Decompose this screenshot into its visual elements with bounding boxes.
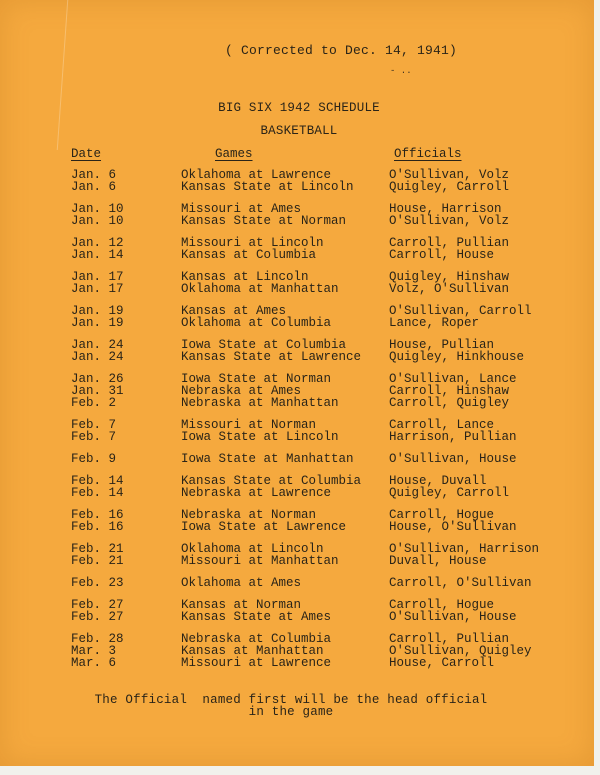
schedule-row — [0, 487, 594, 499]
game-officials: Lance, Roper — [389, 316, 480, 330]
game-matchup: Kansas State at Lawrence — [181, 350, 362, 364]
game-matchup: Oklahoma at Lawrence — [181, 168, 332, 182]
game-matchup: Nebraska at Ames — [181, 384, 302, 398]
footnote-line-1: The Official named first will be the head official — [94, 693, 488, 707]
game-officials: Carroll, Hogue — [389, 598, 495, 612]
game-matchup: Kansas at Manhattan — [181, 644, 324, 658]
game-matchup: Oklahoma at Lincoln — [181, 542, 324, 556]
game-officials: Harrison, Pullian — [389, 430, 517, 444]
game-officials: House, Carroll — [389, 656, 495, 670]
schedule-row — [0, 453, 594, 465]
schedule-row — [0, 657, 594, 669]
game-date: Jan. 10 — [71, 214, 124, 228]
schedule-group — [0, 339, 594, 363]
game-date: Feb. 28 — [71, 632, 124, 646]
game-officials: O'Sullivan, House — [389, 610, 517, 624]
game-date: Feb. 9 — [71, 452, 117, 466]
schedule-subtitle: BASKETBALL — [260, 124, 338, 138]
game-matchup: Kansas at Lincoln — [181, 270, 309, 284]
game-date: Feb. 23 — [71, 576, 124, 590]
game-date: Feb. 16 — [71, 520, 124, 534]
schedule-group — [0, 509, 594, 533]
schedule-group — [0, 237, 594, 261]
game-date: Feb. 16 — [71, 508, 124, 522]
game-matchup: Kansas at Norman — [181, 598, 302, 612]
game-matchup: Kansas State at Ames — [181, 610, 332, 624]
game-date: Feb. 27 — [71, 598, 124, 612]
schedule-row — [0, 521, 594, 533]
game-officials: Quigley, Hinkhouse — [389, 350, 525, 364]
game-matchup: Nebraska at Norman — [181, 508, 317, 522]
game-officials: Carroll, Hogue — [389, 508, 495, 522]
game-date: Feb. 27 — [71, 610, 124, 624]
game-matchup: Missouri at Lincoln — [181, 236, 324, 250]
game-officials: O'Sullivan, Quigley — [389, 644, 532, 658]
schedule-table — [0, 169, 594, 679]
game-date: Jan. 14 — [71, 248, 124, 262]
schedule-row — [0, 181, 594, 193]
game-matchup: Iowa State at Norman — [181, 372, 332, 386]
game-matchup: Missouri at Lawrence — [181, 656, 332, 670]
game-officials: Carroll, House — [389, 248, 495, 262]
schedule-group — [0, 633, 594, 669]
corrected-note: ( Corrected to Dec. 14, 1941) — [224, 43, 458, 58]
game-date: Jan. 17 — [71, 270, 124, 284]
game-officials: Quigley, Carroll — [389, 180, 510, 194]
game-officials: O'Sullivan, House — [389, 452, 517, 466]
game-date: Jan. 31 — [71, 384, 124, 398]
game-date: Jan. 17 — [71, 282, 124, 296]
header-officials: Officials — [394, 147, 462, 161]
game-date: Jan. 12 — [71, 236, 124, 250]
schedule-row — [0, 611, 594, 623]
schedule-group — [0, 203, 594, 227]
schedule-group — [0, 453, 594, 465]
game-officials: O'Sullivan, Lance — [389, 372, 517, 386]
game-officials: Carroll, O'Sullivan — [389, 576, 532, 590]
ink-specks: - .. — [390, 66, 412, 76]
game-date: Mar. 3 — [71, 644, 117, 658]
schedule-title: BIG SIX 1942 SCHEDULE — [218, 101, 380, 115]
game-officials: Carroll, Pullian — [389, 632, 510, 646]
schedule-row — [0, 555, 594, 567]
game-officials: O'Sullivan, Volz — [389, 214, 510, 228]
schedule-row — [0, 283, 594, 295]
schedule-group — [0, 169, 594, 193]
game-matchup: Missouri at Ames — [181, 202, 302, 216]
game-officials: House, Pullian — [389, 338, 495, 352]
game-matchup: Missouri at Norman — [181, 418, 317, 432]
game-matchup: Iowa State at Lawrence — [181, 520, 347, 534]
game-date: Feb. 21 — [71, 542, 124, 556]
game-matchup: Oklahoma at Manhattan — [181, 282, 339, 296]
schedule-group — [0, 271, 594, 295]
game-matchup: Iowa State at Columbia — [181, 338, 347, 352]
game-officials: House, Duvall — [389, 474, 487, 488]
game-date: Mar. 6 — [71, 656, 117, 670]
game-date: Jan. 6 — [71, 168, 117, 182]
game-officials: Duvall, House — [389, 554, 487, 568]
game-matchup: Iowa State at Lincoln — [181, 430, 339, 444]
game-date: Jan. 6 — [71, 180, 117, 194]
schedule-row — [0, 249, 594, 261]
game-date: Feb. 21 — [71, 554, 124, 568]
header-games: Games — [215, 147, 253, 161]
game-date: Jan. 26 — [71, 372, 124, 386]
game-matchup: Kansas State at Lincoln — [181, 180, 354, 194]
game-date: Jan. 24 — [71, 338, 124, 352]
game-date: Feb. 7 — [71, 418, 117, 432]
game-date: Jan. 10 — [71, 202, 124, 216]
schedule-row — [0, 397, 594, 409]
game-matchup: Oklahoma at Columbia — [181, 316, 332, 330]
game-officials: House, O'Sullivan — [389, 520, 517, 534]
game-officials: Volz, O'Sullivan — [389, 282, 510, 296]
game-officials: O'Sullivan, Harrison — [389, 542, 540, 556]
schedule-row — [0, 577, 594, 589]
game-date: Jan. 24 — [71, 350, 124, 364]
game-matchup: Kansas at Columbia — [181, 248, 317, 262]
game-officials: Quigley, Carroll — [389, 486, 510, 500]
schedule-row — [0, 317, 594, 329]
game-officials: House, Harrison — [389, 202, 502, 216]
game-matchup: Nebraska at Manhattan — [181, 396, 339, 410]
game-officials: Carroll, Pullian — [389, 236, 510, 250]
schedule-row — [0, 431, 594, 443]
game-matchup: Kansas State at Norman — [181, 214, 347, 228]
schedule-group — [0, 373, 594, 409]
game-matchup: Nebraska at Columbia — [181, 632, 332, 646]
game-date: Jan. 19 — [71, 304, 124, 318]
schedule-group — [0, 543, 594, 567]
game-officials: Quigley, Hinshaw — [389, 270, 510, 284]
schedule-group — [0, 599, 594, 623]
schedule-group — [0, 305, 594, 329]
game-officials: O'Sullivan, Carroll — [389, 304, 532, 318]
game-date: Feb. 7 — [71, 430, 117, 444]
game-officials: Carroll, Quigley — [389, 396, 510, 410]
game-matchup: Kansas at Ames — [181, 304, 287, 318]
schedule-group — [0, 577, 594, 589]
schedule-group — [0, 419, 594, 443]
header-date: Date — [71, 147, 102, 161]
game-date: Feb. 14 — [71, 474, 124, 488]
schedule-group — [0, 475, 594, 499]
game-date: Feb. 2 — [71, 396, 117, 410]
game-matchup: Nebraska at Lawrence — [181, 486, 332, 500]
game-matchup: Oklahoma at Ames — [181, 576, 302, 590]
schedule-row — [0, 215, 594, 227]
game-matchup: Iowa State at Manhattan — [181, 452, 354, 466]
game-officials: Carroll, Lance — [389, 418, 495, 432]
schedule-row — [0, 351, 594, 363]
game-matchup: Missouri at Manhattan — [181, 554, 339, 568]
game-date: Feb. 14 — [71, 486, 124, 500]
game-officials: Carroll, Hinshaw — [389, 384, 510, 398]
game-matchup: Kansas State at Columbia — [181, 474, 362, 488]
game-date: Jan. 19 — [71, 316, 124, 330]
footnote-line-2: in the game — [248, 705, 334, 719]
game-officials: O'Sullivan, Volz — [389, 168, 510, 182]
